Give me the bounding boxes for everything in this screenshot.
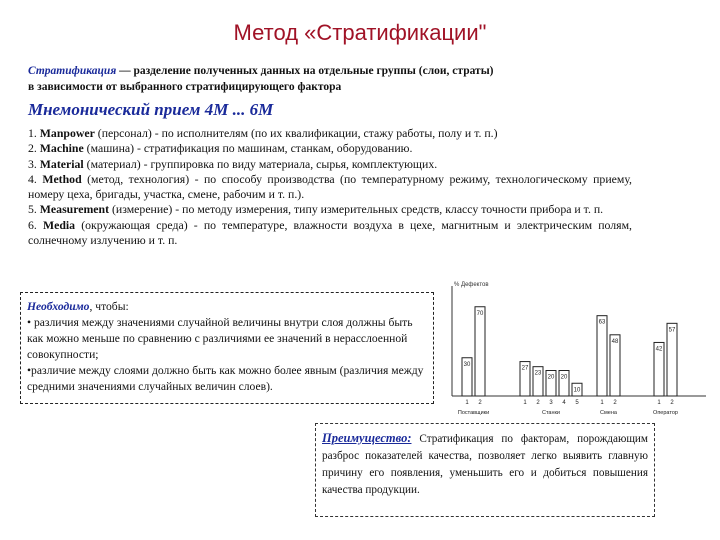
factor-name: Material — [39, 156, 84, 171]
chart-bar — [667, 323, 677, 396]
group-label: Смена — [600, 410, 617, 416]
factor-item — [28, 218, 632, 249]
category-tick-label: 2 — [536, 400, 540, 406]
page-title: Метод «Стратификации" — [233, 20, 487, 45]
bar-value-label: 27 — [521, 365, 529, 372]
advantage-head: Преимущество: — [322, 431, 412, 445]
factor-name: Measurement — [39, 202, 110, 217]
category-tick-label: 1 — [600, 400, 604, 406]
bar-value-label: 70 — [476, 310, 484, 317]
factor-name: Media — [42, 217, 76, 232]
factor-text: (машина) - стратификация по машинам, станкам, оборудованию. — [83, 141, 413, 156]
bar-value-label: 10 — [573, 387, 581, 394]
bar-value-label: 20 — [547, 374, 555, 381]
factor-num: 6. — [28, 217, 43, 232]
necessary-point: •различие между слоями должно быть как можно более явным (различия между средними значениями случайных величин слоев). — [27, 364, 424, 393]
bar-value-label: 23 — [534, 370, 542, 377]
category-tick-label: 2 — [670, 400, 674, 406]
definition — [28, 63, 678, 95]
bar-value-label: 20 — [560, 374, 568, 381]
factor-text: (окружающая среда) - по температуре, влажности воздуха в цехе, магнитным и электрическим полям, солнечному излучению и т. п. — [28, 217, 632, 248]
definition-line2: в зависимости от выбранного стратифицирующего фактора — [28, 81, 342, 93]
factor-text: (персонал) - по исполнителям (по их квалификации, стажу работы, полу и т. п.) — [94, 126, 498, 140]
mnemonic-heading: Мнемонический прием 4М ... 6М — [28, 100, 274, 119]
factor-item — [28, 141, 632, 156]
chart-bar — [475, 307, 485, 396]
factor-num: 3. — [28, 156, 40, 171]
factor-name: Method — [42, 171, 82, 186]
factor-text: (материал) - группировка по виду материала, сырья, комплектующих. — [83, 156, 438, 171]
definition-text: — разделение полученных данных на отдельные группы (слои, страты) — [116, 65, 494, 77]
factor-num: 2. — [28, 141, 40, 156]
advantage-box — [315, 423, 655, 517]
necessary-point: • различия между значениями случайной величины внутри слоя должны быть как можно меньше по сравнению с различиями ее значений в нерасслоенной совокупности; — [27, 316, 413, 361]
factor-num: 5. — [28, 202, 40, 217]
factor-item — [28, 126, 632, 141]
advantage-text: Стратификация по факторам, порождающим разброс показателей качества, позволяет легко выявить главную причину его появления, уменьшить его и добиться повышения качества продукции. — [322, 433, 648, 496]
bar-value-label: 42 — [655, 346, 663, 353]
necessary-head: Необходимо — [27, 300, 90, 313]
bar-value-label: 48 — [611, 338, 619, 345]
necessary-lead: , чтобы: — [89, 300, 129, 313]
definition-term: Стратификация — [28, 65, 117, 77]
category-tick-label: 1 — [465, 400, 469, 406]
factor-num: 4. — [28, 171, 43, 186]
factor-item — [28, 172, 632, 203]
factor-name: Machine — [39, 141, 84, 156]
group-label: Оператор — [653, 410, 678, 416]
category-tick-label: 1 — [523, 400, 527, 406]
bar-value-label: 30 — [463, 361, 471, 368]
factor-name: Manpower — [39, 126, 95, 140]
factor-list — [28, 126, 632, 248]
category-tick-label: 4 — [562, 400, 566, 406]
bar-value-label: 57 — [668, 327, 676, 334]
group-label: Поставщики — [457, 410, 490, 416]
y-axis-label: % Дефектов — [454, 282, 489, 288]
necessary-box — [20, 292, 434, 404]
factor-text: (измерение) - по методу измерения, типу измерительных средств, классу точности прибора и т. п. — [109, 202, 604, 217]
factor-text: (метод, технология) - по способу производства (по температурному режиму, технологическому приему, номеру цеха, бригады, участка, смене, рабочим и т. п.). — [28, 171, 633, 202]
chart-bar — [597, 316, 607, 396]
factor-item — [28, 157, 632, 172]
group-label: Станки — [541, 410, 561, 416]
factor-item — [28, 202, 632, 217]
category-tick-label: 3 — [549, 400, 553, 406]
category-tick-label: 1 — [657, 400, 661, 406]
bar-value-label: 63 — [598, 319, 606, 326]
category-tick-label: 2 — [613, 400, 617, 406]
factor-num: 1. — [28, 126, 40, 140]
defects-bar-chart — [440, 280, 712, 420]
category-tick-label: 5 — [575, 400, 579, 406]
category-tick-label: 2 — [478, 400, 482, 406]
